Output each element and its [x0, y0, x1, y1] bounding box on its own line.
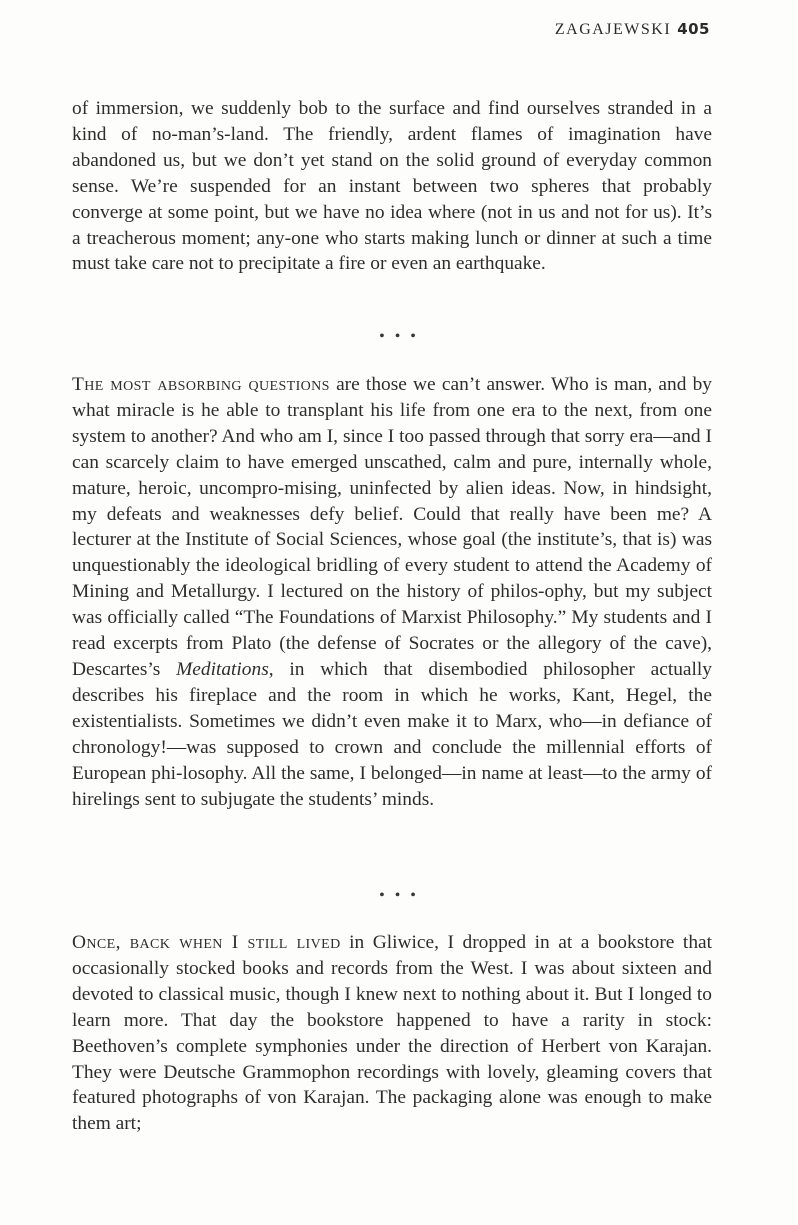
paragraph-text: of immersion, we suddenly bob to the surface and find ourselves stranded in a kind of no-man’s-land. The friendly, ardent flames of imagination have abandoned us, but we don’t yet stand on the solid ground of everyday common sense. We’re suspended for an instant between two spheres that probably converge at some point, but we have no idea where (not in us and not for us). It’s a treacherous moment; any-one who starts making lunch or dinner at such a time must take care not to precipitate a fire or even an earthquake. [72, 98, 712, 275]
paragraph-absorbing-questions [72, 372, 712, 812]
page-number: 405 [677, 20, 710, 38]
section-break: • • • [379, 887, 419, 904]
running-head-author: ZAGAJEWSKI [554, 21, 672, 38]
paragraph-text: are those we can’t answer. Who is man, and by what miracle is he able to transplant his life from one era to the next, from one system to another? And who am I, since I too passed through that sorry era—and I can scarcely claim to have emerged unscathed, calm and pure, internally whole, mature, heroic, uncompro-mising, uninfected by alien ideas. Now, in hindsight, my defeats and weaknesses defy belief. Could that really have been me? A lecturer at the Institute of Social Sciences, whose goal (the institute’s, that is) was unquestionably the ideological bridling of every student to attend the Academy of Mining and Metallurgy. I lectured on the history of philos-ophy, but my subject was officially called “The Foundations of Marxist Philosophy.” My students and I read excerpts from Plato (the defense of Socrates or the allegory of the cave), Descartes’s [72, 374, 712, 680]
book-title-italic: Meditations [176, 658, 269, 680]
paragraph-text: in Gliwice, I dropped in at a bookstore that occasionally stocked books and records from the West. I was about sixteen and devoted to classical music, though I knew next to nothing about it. But I longed to learn more. That day the bookstore happened to have a rarity in stock: Beethoven’s complete symphonies under the direction of Herbert von Karajan. They were Deutsche Grammophon recordings with lovely, gleaming covers that featured photographs of von Karajan. The packaging alone was enough to make them art; [72, 932, 713, 1135]
running-head [555, 20, 710, 39]
paragraph-lead-small-caps: Once, back when I still lived [72, 932, 341, 953]
paragraph-gliwice [72, 930, 712, 1137]
section-break: • • • [379, 328, 419, 345]
paragraph-continued [72, 96, 712, 277]
paragraph-lead-small-caps: The most absorbing questions [72, 374, 330, 395]
paragraph-text-continued: , in which that disembodied philosopher actually describes his fireplace and the room in which he works, Kant, Hegel, the existentialists. Sometimes we didn’t even make it to Marx, who—in defiance of chronology!—was supposed to crown and conclude the millennial efforts of European phi-losophy. All the same, I belonged—in name at least—to the army of hirelings sent to subjugate the students’ minds. [72, 658, 712, 810]
